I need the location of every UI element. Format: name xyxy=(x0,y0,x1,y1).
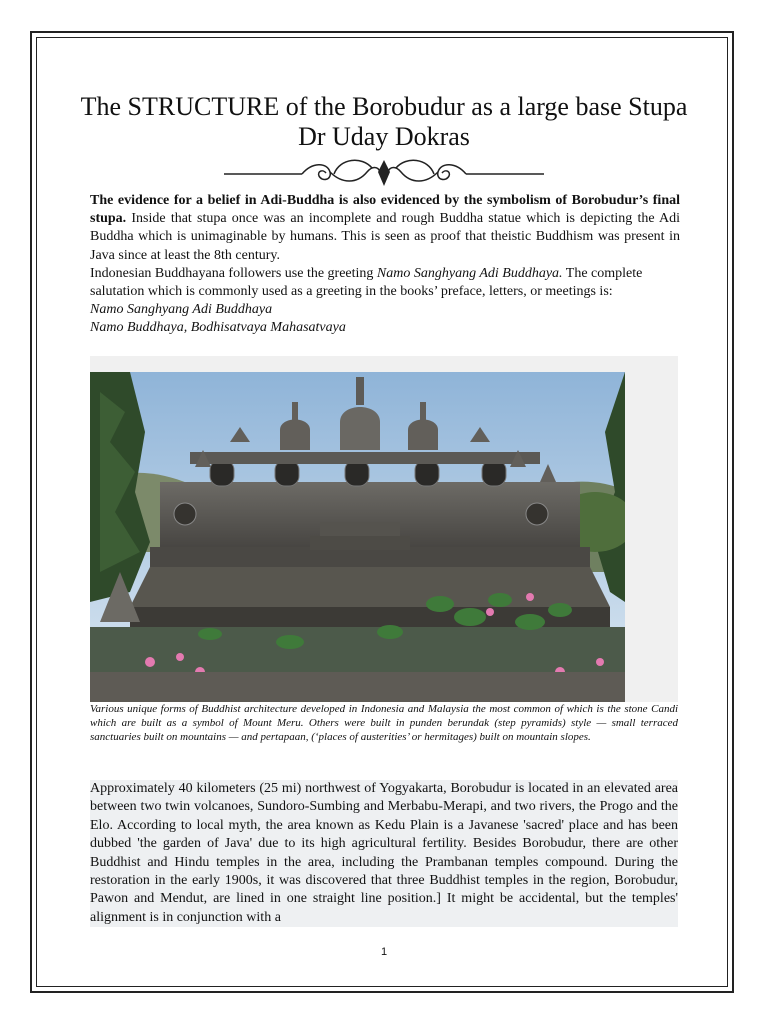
salutation-line-1: Namo Sanghyang Adi Buddhaya xyxy=(90,302,273,318)
title-author: Dr Uday Dokras xyxy=(298,122,470,151)
title-line-1: The STRUCTURE of the Borobudur as a large base Stupa xyxy=(80,92,688,121)
salutation-line-2: Namo Buddhaya, Bodhisatvaya Mahasatvaya xyxy=(90,320,346,336)
greeting-phrase: Namo Sanghyang Adi Buddhaya. xyxy=(376,265,563,281)
document-title xyxy=(60,92,708,152)
location-paragraph: Approximately 40 kilometers (25 mi) northwest of Yogyakarta, Borobudur is located in an elevated area between two twin volcanoes, Sundoro-Sumbing and Merbabu-Merapi, and two rivers, the Progo and the Elo. According to local myth, the area known as Kedu Plain is a Javanese 'sacred' place and has been dubbed 'the garden of Java' due to its high agricultural fertility. Besides Borobudur, there are other Buddhist and Hindu temples in the area, including the Prambanan temples compound. During the restoration in the early 1900s, it was discovered that three Buddhist temples in the region, Borobudur, Pawon and Mendut, are lined in one straight line position.] It might be accidental, but the temples' alignment is in conjunction with a xyxy=(90,780,678,927)
photo-caption: Various unique forms of Buddhist architecture developed in Indonesia and Malaysia the most common of which is the stone Candi which are built as a symbol of Mount Meru. Others were built in punden berundak (step pyramids) style — small terraced sanctuaries built on mountains — and pertapaan, (‘places of austerities’ or hermitages) built on mountain slopes. xyxy=(90,703,678,743)
greeting-lead-text: Indonesian Buddhayana followers use the greeting xyxy=(90,265,377,281)
greeting-rest-text: The complete salutation which is commonly used as a greeting in the books’ preface, letters, or meetings is: xyxy=(90,265,643,300)
greeting-paragraph xyxy=(90,265,680,301)
intro-section xyxy=(90,192,680,338)
intro-text: Inside that stupa once was an incomplete and rough Buddha statue which is depicting the Adi Buddha which is unimaginable by humans. This is seen as proof that theistic Buddhism was present in Java since at least the 8th century. xyxy=(90,211,680,263)
intro-paragraph xyxy=(90,192,680,265)
temple-photo xyxy=(90,372,625,702)
page-number: 1 xyxy=(380,946,388,958)
decorative-divider-icon xyxy=(222,154,546,190)
intro-bold-text: The evidence for a belief in Adi-Buddha is also evidenced by the symbolism of Borobudur’s final stupa. xyxy=(90,193,680,227)
